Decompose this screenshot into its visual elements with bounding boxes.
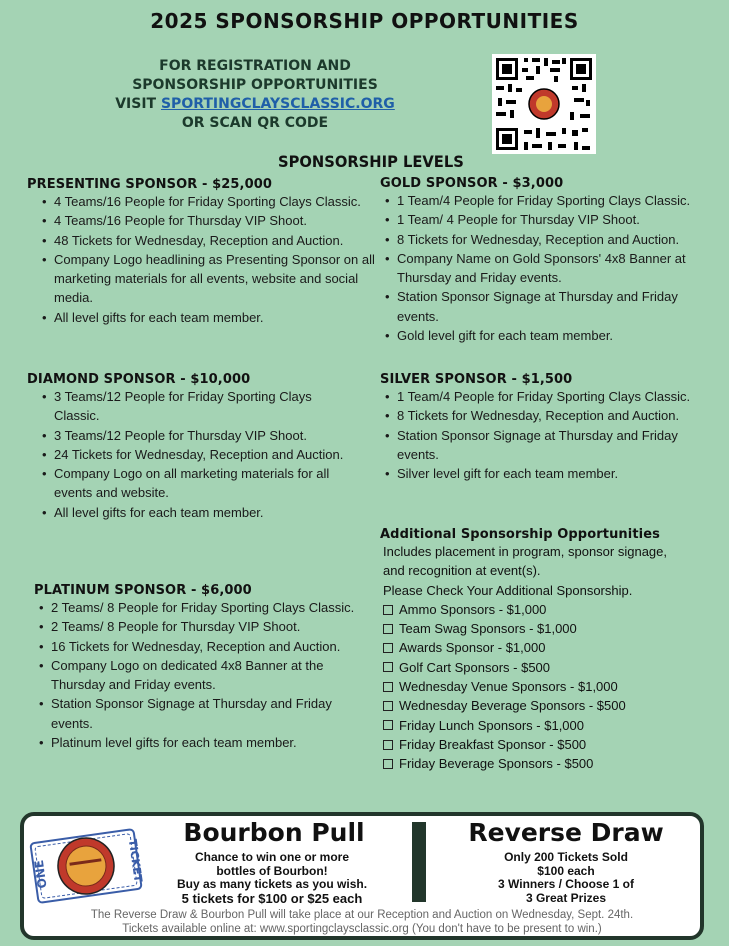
- checkbox[interactable]: [383, 759, 393, 769]
- checkbox[interactable]: [383, 701, 393, 711]
- page-title: 2025 SPONSORSHIP OPPORTUNITIES: [150, 9, 579, 33]
- checkbox[interactable]: [383, 624, 393, 634]
- checkbox[interactable]: [383, 682, 393, 692]
- option-friday-breakfast: [380, 735, 690, 754]
- bourbon-pull-details: [164, 851, 380, 905]
- reverse-line: Only 200 Tickets Sold: [504, 850, 628, 864]
- presenting-sponsor-section: [27, 177, 375, 327]
- bourbon-line: Chance to win one or more: [194, 850, 350, 864]
- option-label: Wednesday Beverage Sponsors - $500: [399, 698, 626, 714]
- checkbox[interactable]: [383, 605, 393, 615]
- list-item: • Company Name on Gold Sponsors' 4x8 Banner at Thursday and Friday events.: [380, 249, 700, 288]
- registration-line-4: OR SCAN QR CODE: [181, 115, 329, 131]
- bourbon-line: 5 tickets for $100 or $25 each: [181, 890, 363, 906]
- footer-line-2: Tickets available online at: www.sportingclaysclassic.org (You don't have to be present to win.): [122, 923, 602, 935]
- checkbox[interactable]: [383, 740, 393, 750]
- list-item: • 1 Team/ 4 People for Thursday VIP Shoot.: [380, 210, 700, 229]
- silver-sponsor-section: [380, 372, 700, 483]
- raffle-box: [20, 812, 704, 940]
- platinum-sponsor-section: [34, 583, 362, 752]
- checkbox[interactable]: [383, 662, 393, 672]
- checkbox[interactable]: [383, 720, 393, 730]
- ticket-right-word: TICKET: [125, 838, 145, 884]
- option-golf-cart: [380, 658, 690, 677]
- list-item: • 3 Teams/12 People for Friday Sporting Clays Classic.: [37, 387, 357, 426]
- additional-sponsorship-section: [380, 527, 690, 774]
- list-item: • 24 Tickets for Wednesday, Reception and Auction.: [37, 445, 357, 464]
- check-prompt: Please Check Your Additional Sponsorship.: [383, 582, 633, 598]
- option-wednesday-venue: [380, 677, 690, 696]
- option-label: Friday Breakfast Sponsor - $500: [399, 736, 587, 752]
- list-item: • 16 Tickets for Wednesday, Reception and Auction.: [34, 637, 362, 656]
- silver-sponsor-title: SILVER SPONSOR - $1,500: [380, 372, 573, 387]
- reverse-draw-title: Reverse Draw: [468, 818, 664, 847]
- option-label: Ammo Sponsors - $1,000: [399, 601, 547, 617]
- list-item: • Company Logo on all marketing materials for all events and website.: [37, 464, 357, 503]
- option-label: Friday Lunch Sponsors - $1,000: [399, 717, 584, 733]
- option-label: Wednesday Venue Sponsors - $1,000: [399, 679, 618, 695]
- divider-bar: [412, 822, 426, 902]
- list-item: • 1 Team/4 People for Friday Sporting Clays Classic.: [380, 191, 700, 210]
- option-ammo: [380, 600, 690, 619]
- option-awards: [380, 638, 690, 657]
- platinum-sponsor-title: PLATINUM SPONSOR - $6,000: [34, 583, 252, 598]
- option-label: Friday Beverage Sponsors - $500: [399, 756, 594, 772]
- list-item: • 4 Teams/16 People for Thursday VIP Shoot.: [37, 211, 377, 230]
- registration-info: [95, 57, 415, 133]
- list-item: • 3 Teams/12 People for Thursday VIP Shoot.: [37, 426, 357, 445]
- list-item: • 48 Tickets for Wednesday, Reception and Auction.: [37, 231, 377, 250]
- reverse-line: 3 Great Prizes: [525, 890, 607, 905]
- visit-label: VISIT: [115, 96, 157, 112]
- bourbon-line: Buy as many tickets as you wish.: [176, 877, 368, 891]
- reverse-draw-details: [476, 851, 656, 905]
- reverse-line: 3 Winners / Choose 1 of: [498, 877, 634, 891]
- list-item: • Station Sponsor Signage at Thursday and Friday events.: [34, 694, 362, 733]
- option-friday-beverage: [380, 754, 690, 773]
- list-item: • 2 Teams/ 8 People for Thursday VIP Shoot.: [34, 617, 362, 636]
- option-friday-lunch: [380, 716, 690, 735]
- website-link[interactable]: SPORTINGCLAYSCLASSIC.ORG: [160, 96, 395, 112]
- ticket-left-word: ONE: [31, 859, 50, 890]
- qr-code[interactable]: [492, 54, 596, 154]
- option-label: Golf Cart Sponsors - $500: [399, 659, 551, 675]
- raffle-footer: [24, 908, 700, 936]
- bourbon-line: bottles of Bourbon!: [216, 863, 328, 878]
- footer-line-1: The Reverse Draw & Bourbon Pull will take place at our Reception and Auction on Wednesday, Sept. 24th.: [90, 909, 634, 921]
- presenting-sponsor-title: PRESENTING SPONSOR - $25,000: [27, 177, 273, 192]
- list-item: • Platinum level gifts for each team member.: [34, 733, 362, 752]
- registration-line-3: [95, 95, 415, 114]
- list-item: • Station Sponsor Signage at Thursday and Friday events.: [380, 426, 700, 465]
- additional-sponsorship-title: Additional Sponsorship Opportunities: [380, 527, 660, 542]
- checkbox[interactable]: [383, 643, 393, 653]
- gold-sponsor-section: [380, 176, 700, 345]
- registration-line-2: SPONSORSHIP OPPORTUNITIES: [132, 77, 378, 93]
- sponsorship-levels-heading: SPONSORSHIP LEVELS: [278, 152, 464, 171]
- bourbon-pull-title: Bourbon Pull: [183, 818, 365, 847]
- option-label: Awards Sponsor - $1,000: [399, 640, 546, 656]
- option-team-swag: [380, 619, 690, 638]
- option-label: Team Swag Sponsors - $1,000: [399, 621, 577, 637]
- list-item: • 8 Tickets for Wednesday, Reception and Auction.: [380, 406, 700, 425]
- list-item: • All level gifts for each team member.: [37, 503, 357, 522]
- gold-sponsor-title: GOLD SPONSOR - $3,000: [380, 176, 564, 191]
- list-item: • 4 Teams/16 People for Friday Sporting Clays Classic.: [37, 192, 377, 211]
- list-item: • Gold level gift for each team member.: [380, 326, 700, 345]
- additional-description: Includes placement in program, sponsor signage, and recognition at event(s).: [383, 544, 667, 579]
- list-item: • Station Sponsor Signage at Thursday and Friday events.: [380, 287, 700, 326]
- option-wednesday-beverage: [380, 696, 690, 715]
- ticket-graphic: [30, 822, 145, 910]
- list-item: • 1 Team/4 People for Friday Sporting Clays Classic.: [380, 387, 700, 406]
- registration-line-1: FOR REGISTRATION AND: [159, 58, 351, 74]
- list-item: • Company Logo headlining as Presenting Sponsor on all marketing materials for all events, website and social media.: [37, 250, 377, 308]
- list-item: • 8 Tickets for Wednesday, Reception and Auction.: [380, 230, 700, 249]
- list-item: • Silver level gift for each team member.: [380, 464, 700, 483]
- list-item: • Company Logo on dedicated 4x8 Banner at the Thursday and Friday events.: [34, 656, 362, 695]
- diamond-sponsor-section: [27, 372, 347, 522]
- diamond-sponsor-title: DIAMOND SPONSOR - $10,000: [27, 372, 251, 387]
- reverse-line: $100 each: [537, 863, 595, 878]
- list-item: • All level gifts for each team member.: [37, 308, 377, 327]
- list-item: • 2 Teams/ 8 People for Friday Sporting Clays Classic.: [34, 598, 362, 617]
